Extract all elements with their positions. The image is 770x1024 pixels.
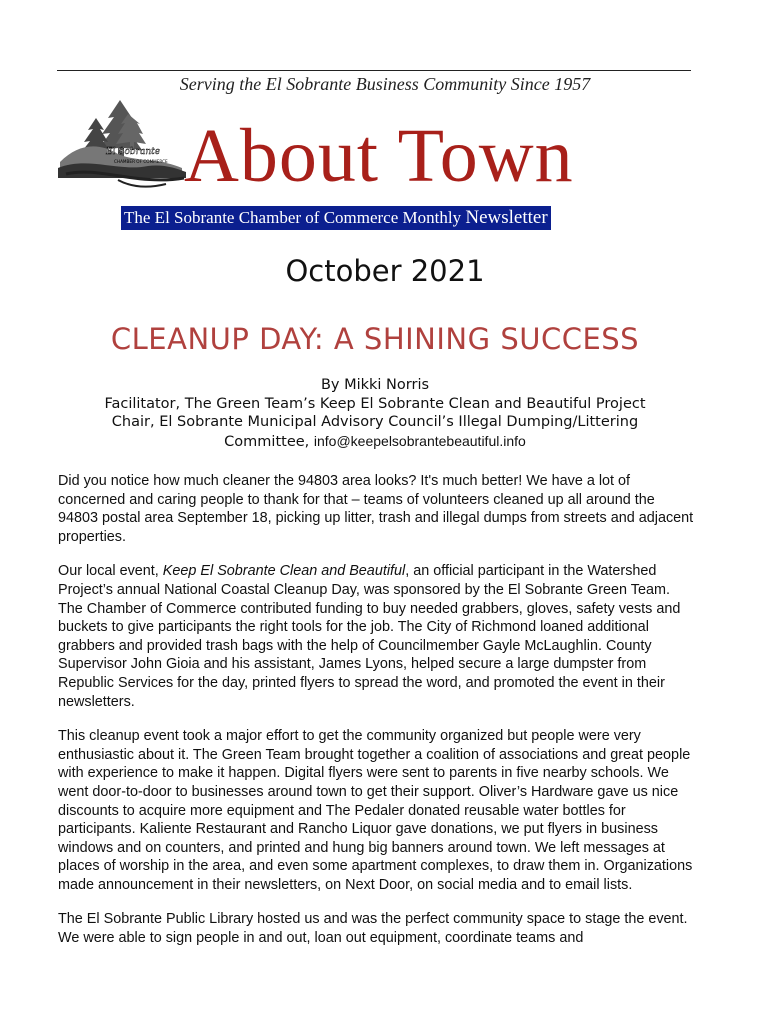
subtitle-text: The El Sobrante Chamber of Commerce Monthly xyxy=(124,208,466,227)
byline-role-2: Chair, El Sobrante Municipal Advisory Council’s Illegal Dumping/Littering xyxy=(111,414,639,430)
newsletter-subtitle-banner xyxy=(121,206,551,230)
article-paragraph-2 xyxy=(58,562,698,711)
article-paragraph-1: Did you notice how much cleaner the 94803 area looks? It's much better! We have a lot of concerned and caring people to thank for that – teams of volunteers cleaned up all around the 94803 postal area September 18, picking up litter, trash and illegal dumps from streets and adjacent properties. xyxy=(58,473,694,545)
issue-date: October 2021 xyxy=(285,254,485,288)
logo-text-el-sobrante: El Sobrante xyxy=(106,147,161,157)
newsletter-title: About Town xyxy=(184,114,574,198)
logo-text-chamber: CHAMBER OF COMMERCE xyxy=(114,159,168,164)
paragraph-2-body: , an official participant in the Watershed Project’s annual National Coastal Cleanup Day, was sponsored by the El Sobrante Green Team. The Chamber of Commerce contributed funding to buy needed grabbers, gloves, safety vests and buckets to give participants the right tools for the job. The City of Richmond loaned additional grabbers and provided trash bags with the help of Councilmember Gayle McLaughlin. County Supervisor John Gioia and his assistant, James Lyons, helped secure a large dumpster from Republic Services for the day, printed flyers to spread the word, and promoted the event in their newsletters. xyxy=(58,563,681,710)
article-body xyxy=(58,472,698,964)
article-byline xyxy=(70,376,680,451)
tree-mountain-logo xyxy=(58,96,186,192)
top-divider xyxy=(57,70,691,71)
byline-role-1: Facilitator, The Green Team’s Keep El Sobrante Clean and Beautiful Project xyxy=(104,395,646,412)
byline-author: By Mikki Norris xyxy=(320,377,430,393)
byline-email-link[interactable]: info@keepelsobrantebeautiful.info xyxy=(313,432,526,449)
event-name: Keep El Sobrante Clean and Beautiful xyxy=(162,563,406,580)
article-paragraph-4: The El Sobrante Public Library hosted us and was the perfect community space to stage the event. We were able to sign people in and out, loan out equipment, coordinate teams and xyxy=(58,911,688,947)
subtitle-text-newsletter: Newsletter xyxy=(465,207,548,228)
paragraph-2-intro: Our local event, xyxy=(58,563,163,580)
article-headline: CLEANUP DAY: A SHINING SUCCESS xyxy=(110,322,640,356)
byline-committee: Committee, xyxy=(224,433,314,450)
article-paragraph-3: This cleanup event took a major effort to get the community organized but people were very enthusiastic about it. The Green Team brought together a coalition of associations and great people with experience to make it happen. Digital flyers were sent to parents in five nearby schools. We went door-to-door to businesses around town to get their support. Oliver’s Hardware gave us nice discounts to acquire more equipment and The Pedaler donated reusable water bottles for participants. Kaliente Restaurant and Rancho Liquor gave donations, we put flyers in business windows and on counters, and printed and hung big banners around town. We left messages at places of worship in the area, and even some apartment complexes, to draw them in. Organizations made announcement in their newsletters, on Next Door, on social media and to email lists. xyxy=(58,728,693,893)
masthead-tagline: Serving the El Sobrante Business Community Since 1957 xyxy=(179,74,591,94)
byline-role-3 xyxy=(70,432,680,452)
